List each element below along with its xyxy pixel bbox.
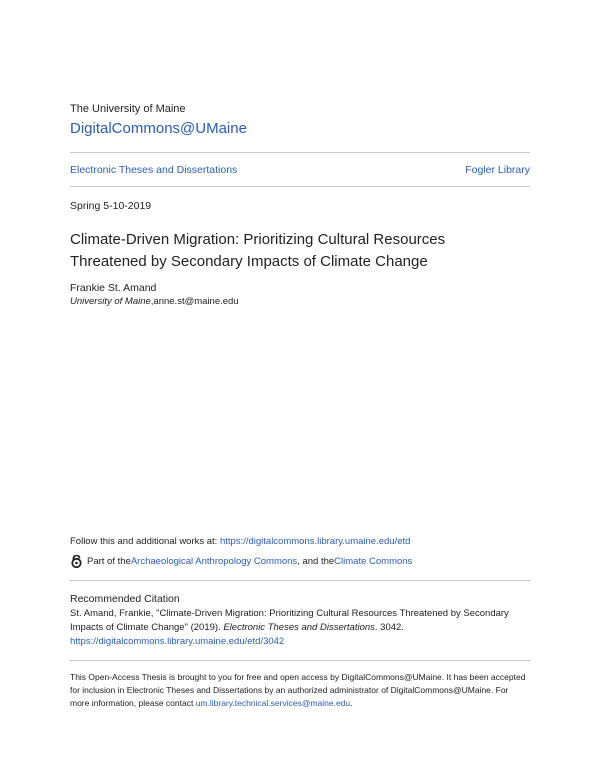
citation-url-link[interactable]: https://digitalcommons.library.umaine.edu/etd/3042 bbox=[70, 636, 285, 647]
university-name: The University of Maine bbox=[70, 103, 186, 115]
contact-email-link[interactable]: um.library.technical.services@maine.edu bbox=[195, 698, 351, 708]
divider-top bbox=[70, 152, 530, 153]
access-notice bbox=[70, 671, 530, 710]
library-link[interactable]: Fogler Library bbox=[465, 164, 530, 176]
repository-link[interactable]: DigitalCommons@UMaine bbox=[70, 120, 247, 137]
partof-mid: , and the bbox=[297, 556, 335, 567]
author-affiliation bbox=[70, 296, 239, 307]
archaeological-commons-link[interactable]: Archaeological Anthropology Commons bbox=[130, 556, 298, 567]
climate-commons-link[interactable]: Climate Commons bbox=[334, 556, 413, 567]
citation-series: Electronic Theses and Dissertations bbox=[223, 622, 375, 633]
follow-url-link[interactable]: https://digitalcommons.library.umaine.edu/etd bbox=[219, 536, 411, 547]
open-access-icon bbox=[70, 555, 83, 568]
collection-link[interactable]: Electronic Theses and Dissertations bbox=[70, 164, 238, 176]
affiliation-name: University of Maine bbox=[70, 296, 151, 307]
follow-prefix: Follow this and additional works at: bbox=[70, 536, 220, 547]
divider-nav bbox=[70, 186, 530, 187]
affiliation-separator: , bbox=[150, 296, 154, 307]
paper-title: Climate-Driven Migration: Prioritizing Cultural Resources Threatened by Secondary Impacts of Climate Change bbox=[70, 231, 446, 270]
follow-line bbox=[70, 536, 410, 547]
citation-text bbox=[70, 607, 530, 649]
publication-date: Spring 5-10-2019 bbox=[70, 200, 152, 212]
access-notice-text: This Open-Access Thesis is brought to you for free and open access by DigitalCommons@UMaine. It has been accepted for inclusion in Electronic Theses and Dissertations by an authorized administrator of DigitalCommons@UMaine. For more information, please contact bbox=[70, 672, 526, 708]
divider-footer bbox=[70, 660, 530, 661]
citation-number: . 3042. bbox=[374, 622, 404, 633]
divider-citation bbox=[70, 580, 530, 581]
access-notice-end: . bbox=[350, 698, 353, 708]
citation-heading: Recommended Citation bbox=[70, 593, 180, 605]
author-name: Frankie St. Amand bbox=[70, 282, 157, 294]
partof-prefix: Part of the bbox=[87, 556, 131, 567]
part-of-line bbox=[70, 555, 412, 568]
author-email: anne.st@maine.edu bbox=[153, 296, 239, 307]
citation-body: St. Amand, Frankie, "Climate-Driven Migration: Prioritizing Cultural Resources Threatened by Secondary Impacts of Climate Change" (2019). bbox=[70, 608, 509, 633]
